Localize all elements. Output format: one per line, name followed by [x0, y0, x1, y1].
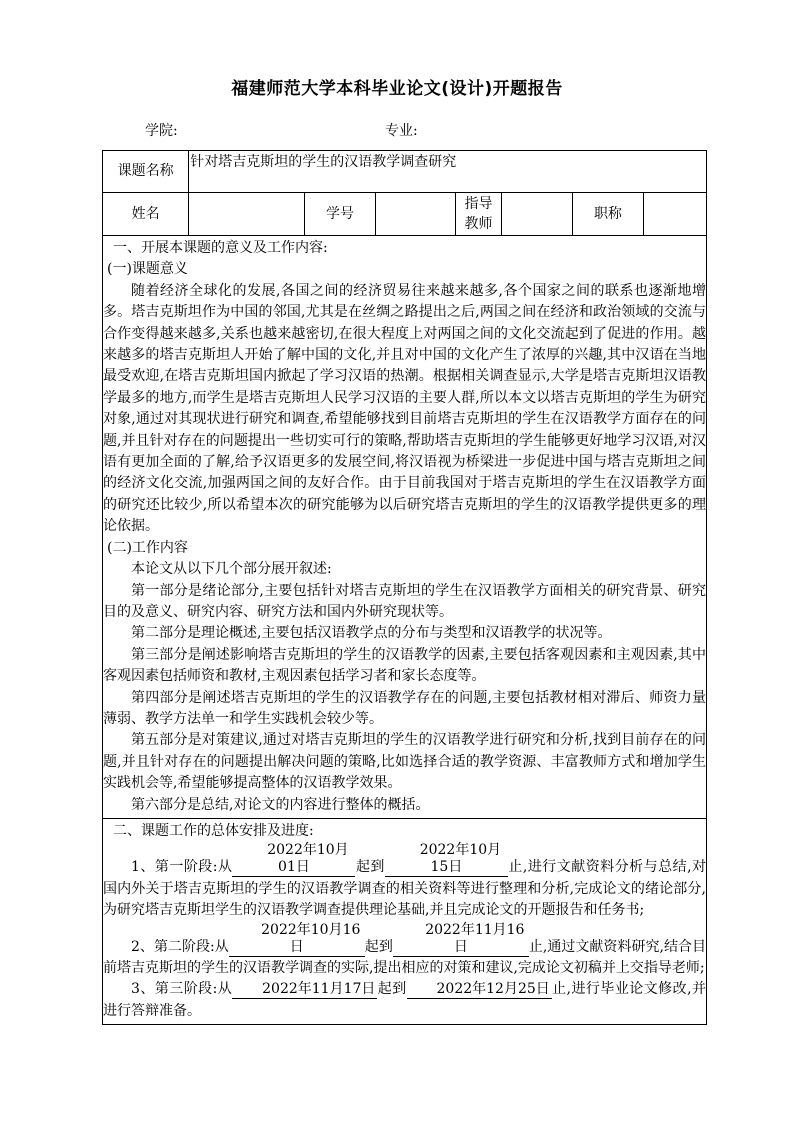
section2-cell	[103, 818, 707, 1024]
work-part-2: 第二部分是理论概述,主要包括汉语教学点的分布与类型和汉语教学的状况等。	[131, 625, 612, 642]
topic-label-cell	[103, 151, 189, 193]
student-id-value-cell	[376, 193, 456, 236]
stage1-prefix: 1、第一阶段:从	[131, 859, 233, 876]
schedule-stage-3	[103, 979, 706, 1022]
teacher-label-line2: 教师	[464, 216, 493, 232]
significance-paragraph: 随着经济全球化的发展,各国之间的经济贸易往来越来越多,各个国家之间的联系也逐渐地增多。塔吉克斯坦作为中国的邻国,尤其是在丝绸之路提出之后,两国之间在经济和政治领域的交流与合作变得越来越多,关系也越来越密切,在很大程度上对两国之间的文化交流起到了促进的作用。越来越多的塔吉克斯坦人开始了解中国的文化,并且对中国的文化产生了浓厚的兴趣,其中汉语在当地最受欢迎,在塔吉克斯坦国内掀起了学习汉语的热潮。根据相关调查显示,大学是塔吉克斯坦汉语教学最多的地方,而学生是塔吉克斯坦人民学习汉语的主要人群,所以本文以塔吉克斯坦的学生为研究对象,通过对其现状进行研究和调查,希望能够找到目前塔吉克斯坦的学生在汉语教学方面存在的问题,并且针对存在的问题提出一些切实可行的策略,帮助塔吉克斯坦的学生能够更好地学习汉语,对汉语有更加全面的了解,给予汉语更多的发展空间,将汉语视为桥梁进一步促进中国与塔吉克斯坦之间的经济文化交流,加强两国之间的友好合作。由于目前我国对于塔吉克斯坦的学生在汉语教学方面的研究还比较少,所以希望本次的研究能够为以后研究塔吉克斯坦的学生的汉语教学提供更多的理论依据。	[103, 282, 706, 535]
college-label: 学院:	[145, 123, 178, 139]
document-title: 福建师范大学本科毕业论文(设计)开题报告	[231, 79, 563, 99]
teacher-label-line1: 指导	[464, 196, 493, 212]
stage2-end-date: 2022年11月16日	[393, 922, 529, 957]
name-label: 姓名	[131, 205, 160, 222]
section2-heading: 二、课题工作的总体安排及进度:	[113, 822, 314, 839]
work-part-4: 第四部分是阐述塔吉克斯坦的学生的汉语教学存在的问题,主要包括教材相对滞后、师资力量薄弱、教学方法单一和学生实践机会较少等。	[103, 689, 706, 727]
major-label: 专业:	[385, 123, 418, 139]
stage1-mid: 起到	[355, 859, 385, 876]
work-part-3: 第三部分是阐述影响塔吉克斯坦的学生的汉语教学的因素,主要包括客观因素和主观因素,其中客观因素包括师资和教材,主观因素包括学习者和家长态度等。	[103, 646, 706, 685]
stage1-end-date: 2022年10月15日	[385, 842, 508, 877]
stage2-prefix: 2、第二阶段:从	[131, 938, 229, 955]
title-value-cell	[643, 193, 706, 236]
stage1-start-date: 2022年10月01日	[232, 842, 355, 877]
topic-value-cell	[189, 151, 707, 193]
work-intro: 本论文从以下几个部分展开叙述:	[131, 561, 332, 578]
schedule-stage-2	[103, 922, 706, 980]
student-id-label-cell	[304, 193, 375, 236]
stage3-prefix: 3、第三阶段:从	[131, 981, 233, 998]
section1-sub1-heading: (一)课题意义	[107, 261, 188, 278]
teacher-label-cell	[456, 193, 502, 236]
topic-value: 针对塔吉克斯坦的学生的汉语教学调查研究	[190, 154, 457, 170]
name-label-cell	[103, 193, 189, 236]
stage3-suffix: 止,进行毕业论文修改,并进行答辩准备。	[103, 981, 707, 1019]
stage2-start-date: 2022年10月16日	[229, 922, 365, 957]
section1-cell	[103, 236, 707, 819]
work-part-1: 第一部分是绪论部分,主要包括针对塔吉克斯坦的学生在汉语教学方面相关的研究背景、研究目的及意义、研究内容、研究方法和国内外研究现状等。	[103, 582, 706, 620]
section1-sub2-heading: (二)工作内容	[107, 539, 188, 556]
work-part-6: 第六部分是总结,对论文的内容进行整体的概括。	[131, 796, 430, 813]
name-value-cell	[189, 193, 305, 236]
title-label-cell	[572, 193, 643, 236]
stage3-mid: 起到	[377, 981, 407, 998]
stage3-start-date: 2022年11月17日	[232, 981, 377, 999]
section1-heading: 一、开展本课题的意义及工作内容:	[113, 240, 328, 256]
work-part-5: 第五部分是对策建议,通过对塔吉克斯坦的学生的汉语教学进行研究和分析,找到目前存在的问题,并且针对存在的问题提出解决问题的策略,比如选择合适的教学资源、丰富教师方式和增加学生实践机会等,希望能够提高整体的汉语教学效果。	[103, 732, 706, 792]
proposal-form-table	[102, 150, 707, 1025]
schedule-stage-1	[103, 842, 706, 921]
topic-label: 课题名称	[117, 163, 174, 179]
stage2-suffix: 止,通过文献资料研究,结合目前塔吉克斯坦的学生的汉语教学调查的实际,提出相应的对策和建议,完成论文初稿并上交指导老师;	[103, 938, 707, 976]
teacher-value-cell	[501, 193, 572, 236]
stage2-mid: 起到	[364, 938, 393, 955]
student-id-label: 学号	[325, 205, 354, 222]
stage1-suffix: 止,进行文献资料分析与总结,对国内外关于塔吉克斯坦的学生的汉语教学调查的相关资料等进行整理和分析,完成论文的绪论部分,为研究塔吉克斯坦学生的汉语教学调查提供理论基础,并且完成论文的开题报告和任务书;	[103, 859, 707, 919]
stage3-end-date: 2022年12月25日	[407, 981, 552, 999]
title-label: 职称	[593, 205, 622, 222]
